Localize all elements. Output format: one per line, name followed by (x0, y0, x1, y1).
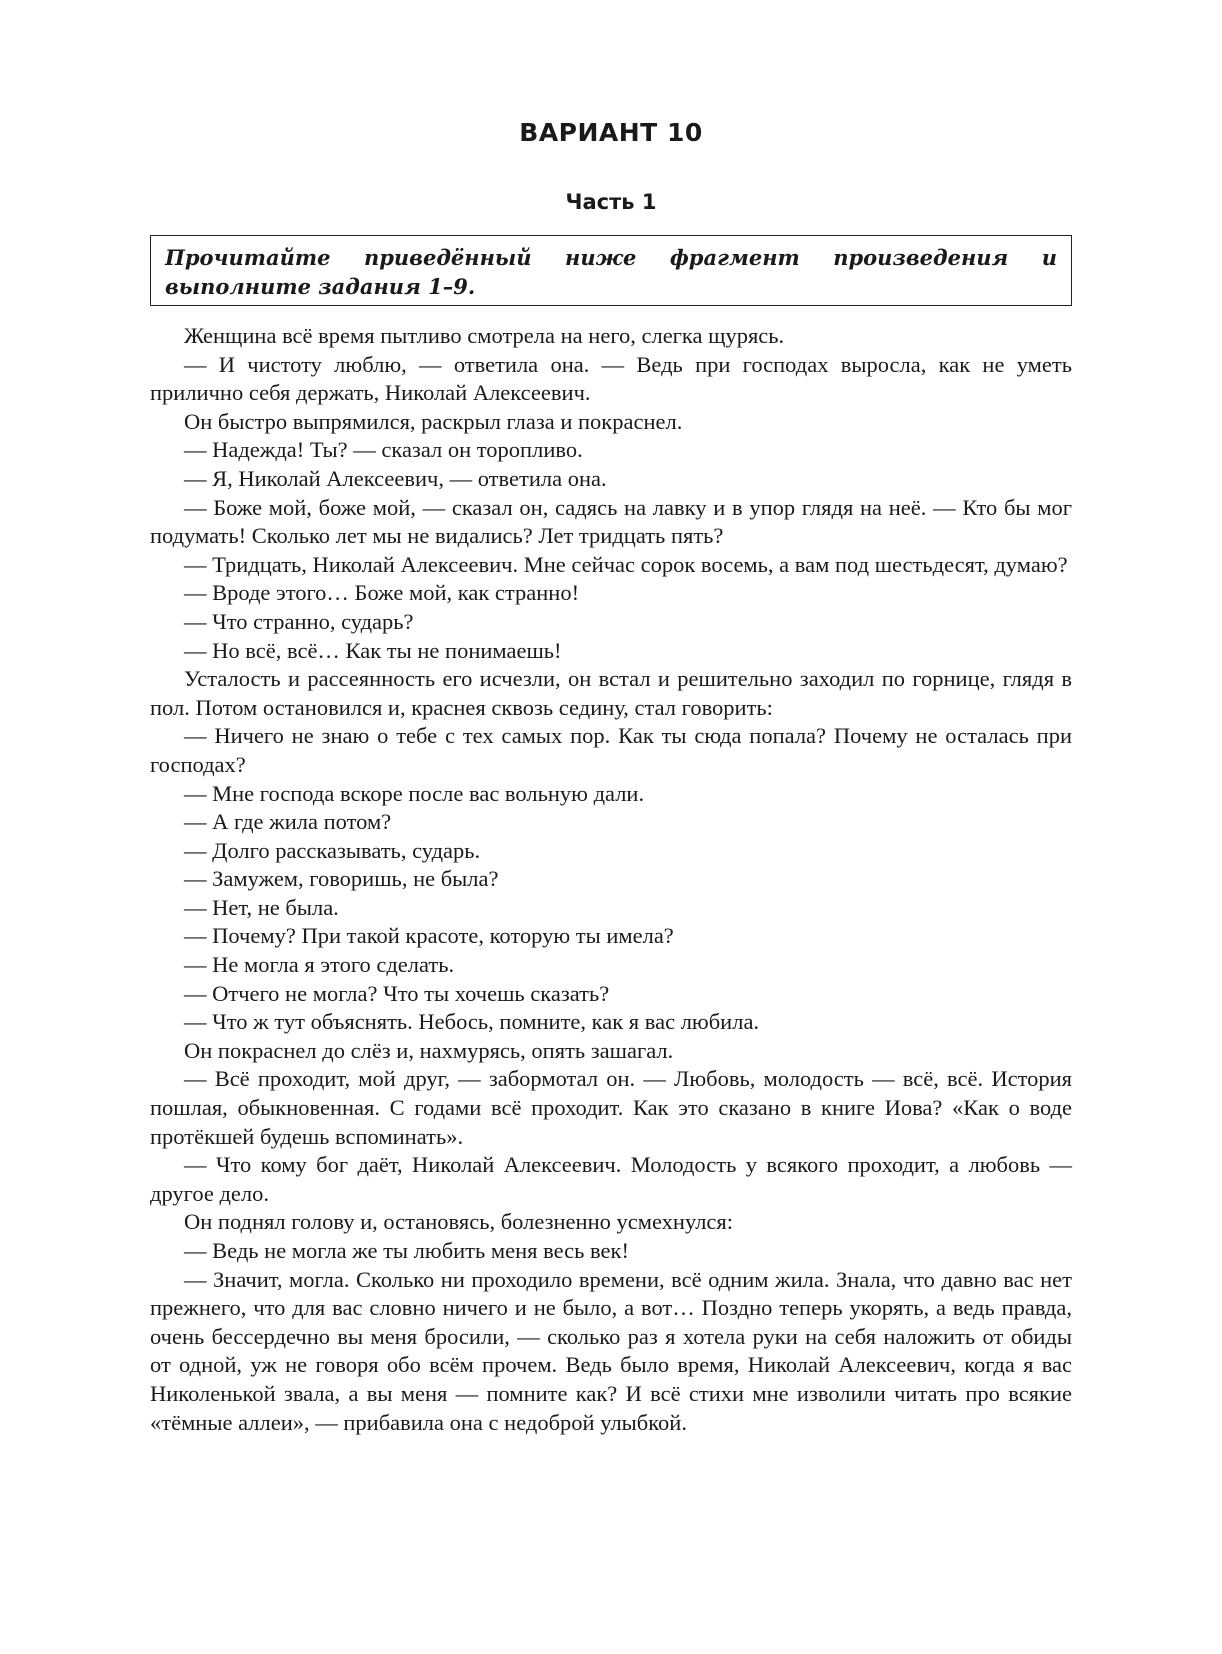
passage-paragraph: — Всё проходит, мой друг, — забормотал он. — Любовь, молодость — всё, всё. История пошлая, обыкновенная. С годами всё проходит. Как это сказано в книге Иова? «Как о воде протёкшей будешь вспоминать». (150, 1066, 1072, 1149)
passage-paragraph: — Боже мой, боже мой, — сказал он, садясь на лавку и в упор глядя на неё. — Кто бы мог подумать! Сколько лет мы не видались? Лет тридцать пять? (150, 494, 1072, 549)
passage-paragraph: — Мне господа вскоре после вас вольную дали. (184, 780, 645, 806)
passage-paragraph: — Что странно, сударь? (184, 608, 414, 634)
passage-paragraph: — Ничего не знаю о тебе с тех самых пор. Как ты сюда попала? Почему не осталась при господах? (150, 723, 1072, 777)
passage-paragraph: Он поднял голову и, остановясь, болезненно усмехнулся: (184, 1209, 734, 1235)
passage-paragraph: Он быстро выпрямился, раскрыл глаза и покраснел. (184, 408, 683, 434)
instruction-text: Прочитайте приведённый ниже фрагмент произведения и выполните задания 1–9. (165, 245, 1057, 299)
instruction-box (150, 235, 1072, 306)
passage-paragraph: — Что кому бог даёт, Николай Алексеевич. Молодость у всякого проходит, а любовь — другое дело. (150, 1152, 1072, 1206)
passage-paragraph: — Значит, могла. Сколько ни проходило времени, всё одним жила. Знала, что давно вас нет прежнего, что для вас словно ничего и не было, а вот… Поздно теперь укорять, а ведь правда, очень бессердечно вы меня бросили, — сколько раз я хотела руки на себя наложить от обиды от одной, уж не говоря обо всём прочем. Ведь было время, Николай Алексеевич, когда я вас Николенькой звала, а вы меня — помните как? И всё стихи мне изволили читать про всякие «тёмные аллеи», — прибавила она с недоброй улыбкой. (150, 1266, 1072, 1435)
passage-paragraph: — Что ж тут объяснять. Небось, помните, как я вас любила. (184, 1009, 760, 1035)
passage-paragraph: — Замужем, говоришь, не была? (184, 866, 499, 892)
passage-paragraph: — Долго рассказывать, сударь. (184, 837, 481, 863)
passage-paragraph: — Я, Николай Алексеевич, — ответила она. (184, 465, 607, 491)
passage-paragraph: — Отчего не могла? Что ты хочешь сказать? (184, 980, 610, 1006)
passage-paragraph: — Вроде этого… Боже мой, как странно! (184, 580, 580, 606)
passage-paragraph: Он покраснел до слёз и, нахмурясь, опять зашагал. (184, 1037, 674, 1063)
part-title: Часть 1 (565, 190, 657, 214)
passage-paragraph: — Тридцать, Николай Алексеевич. Мне сейчас сорок восемь, а вам под шестьдесят, думаю? (184, 551, 1068, 577)
passage-paragraph: Усталость и рассеянность его исчезли, он встал и решительно заходил по горнице, глядя в пол. Потом остановился и, краснея сквозь седину, стал говорить: (150, 666, 1072, 720)
passage-paragraph: — Ведь не могла же ты любить меня весь век! (184, 1238, 629, 1263)
passage-paragraph: — Почему? При такой красоте, которую ты имела? (184, 923, 674, 949)
passage-paragraph: — А где жила потом? (184, 809, 392, 835)
passage-paragraph: — Но всё, всё… Как ты не понимаешь! (184, 637, 562, 663)
passage-paragraph: — Надежда! Ты? — сказал он торопливо. (184, 437, 583, 463)
passage-paragraph: — Не могла я этого сделать. (184, 952, 455, 978)
passage-paragraph: Женщина всё время пытливо смотрела на него, слегка щурясь. (184, 323, 785, 348)
passage-paragraph: — И чистоту люблю, — ответила она. — Ведь при господах выросла, как не уметь прилично себя держать, Николай Алексеевич. (150, 351, 1072, 406)
variant-title: ВАРИАНТ 10 (519, 118, 703, 147)
passage-text (150, 322, 1072, 1437)
passage-paragraph: — Нет, не была. (184, 894, 339, 920)
